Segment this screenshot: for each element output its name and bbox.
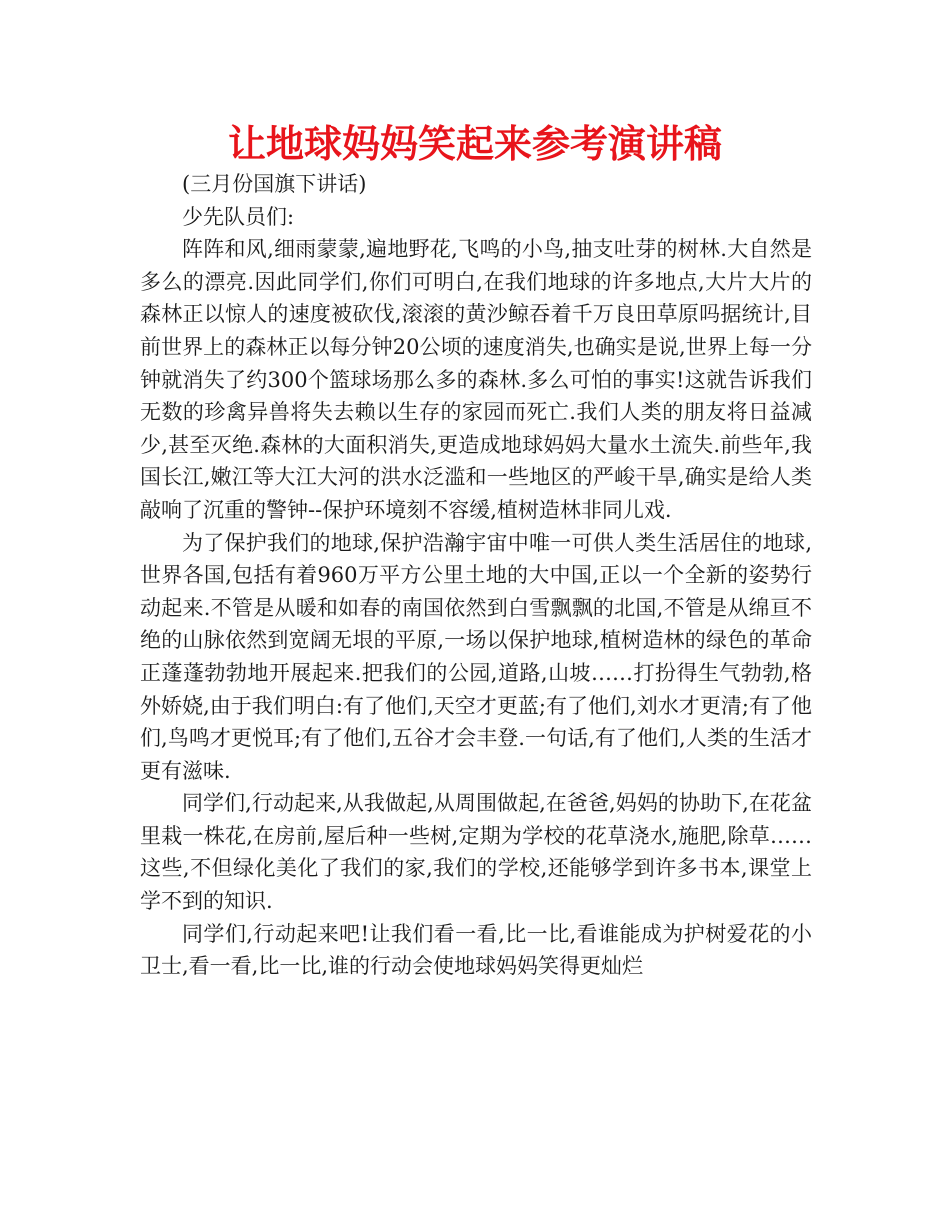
document-subtitle: (三月份国旗下讲话) — [182, 172, 367, 196]
document-greeting: 少先队员们: — [182, 204, 295, 229]
document-title: 让地球妈妈笑起来参考演讲稿 — [227, 121, 722, 166]
paragraph: 阵阵和风,细雨蒙蒙,遍地野花,飞鸣的小鸟,抽支吐芽的树林.大自然是多么的漂亮.因此同学们,你们可明白,在我们地球的许多地点,大片大片的森林正以惊人的速度被砍伐,滚滚的黄沙鲸吞着千万良田草原吗据统计,目前世界上的森林正以每分钟20公顷的速度消失,也确实是说,世界上每一分钟就消失了约300个篮球场那么多的森林.多么可怕的事实!这就告诉我们无数的珍禽异兽将失去赖以生存的家园而死亡.我们人类的朋友将日益减少,甚至灭绝.森林的大面积消失,更造成地球妈妈大量水土流失.前些年,我国长江,嫩江等大江大河的洪水泛滥和一些地区的严峻干旱,确实是给人类敲响了沉重的警钟--保护环境刻不容缓,植树造林非同儿戏. — [140, 237, 812, 522]
paragraph: 同学们,行动起来,从我做起,从周围做起,在爸爸,妈妈的协助下,在花盆里栽一株花,在房前,屋后种一些树,定期为学校的花草浇水,施肥,除草……这些,不但绿化美化了我们的家,我们的学校,还能够学到许多书本,课堂上学不到的知识. — [140, 791, 812, 914]
document-body — [140, 168, 812, 983]
paragraph: 为了保护我们的地球,保护浩瀚宇宙中唯一可供人类生活居住的地球,世界各国,包括有着960万平方公里土地的大中国,正以一个全新的姿势行动起来.不管是从暖和如春的南国依然到白雪飘飘的北国,不管是从绵亘不绝的山脉依然到宽阔无垠的平原,一场以保护地球,植树造林的绿色的革命正蓬蓬勃勃地开展起来.把我们的公园,道路,山坡……打扮得生气勃勃,格外娇娆,由于我们明白:有了他们,天空才更蓝;有了他们,刘水才更清;有了他们,鸟鸣才更悦耳;有了他们,五谷才会丰登.一句话,有了他们,人类的生活才更有滋味. — [140, 530, 812, 783]
paragraph: 同学们,行动起来吧!让我们看一看,比一比,看谁能成为护树爱花的小卫士,看一看,比一比,谁的行动会使地球妈妈笑得更灿烂 — [140, 921, 812, 979]
